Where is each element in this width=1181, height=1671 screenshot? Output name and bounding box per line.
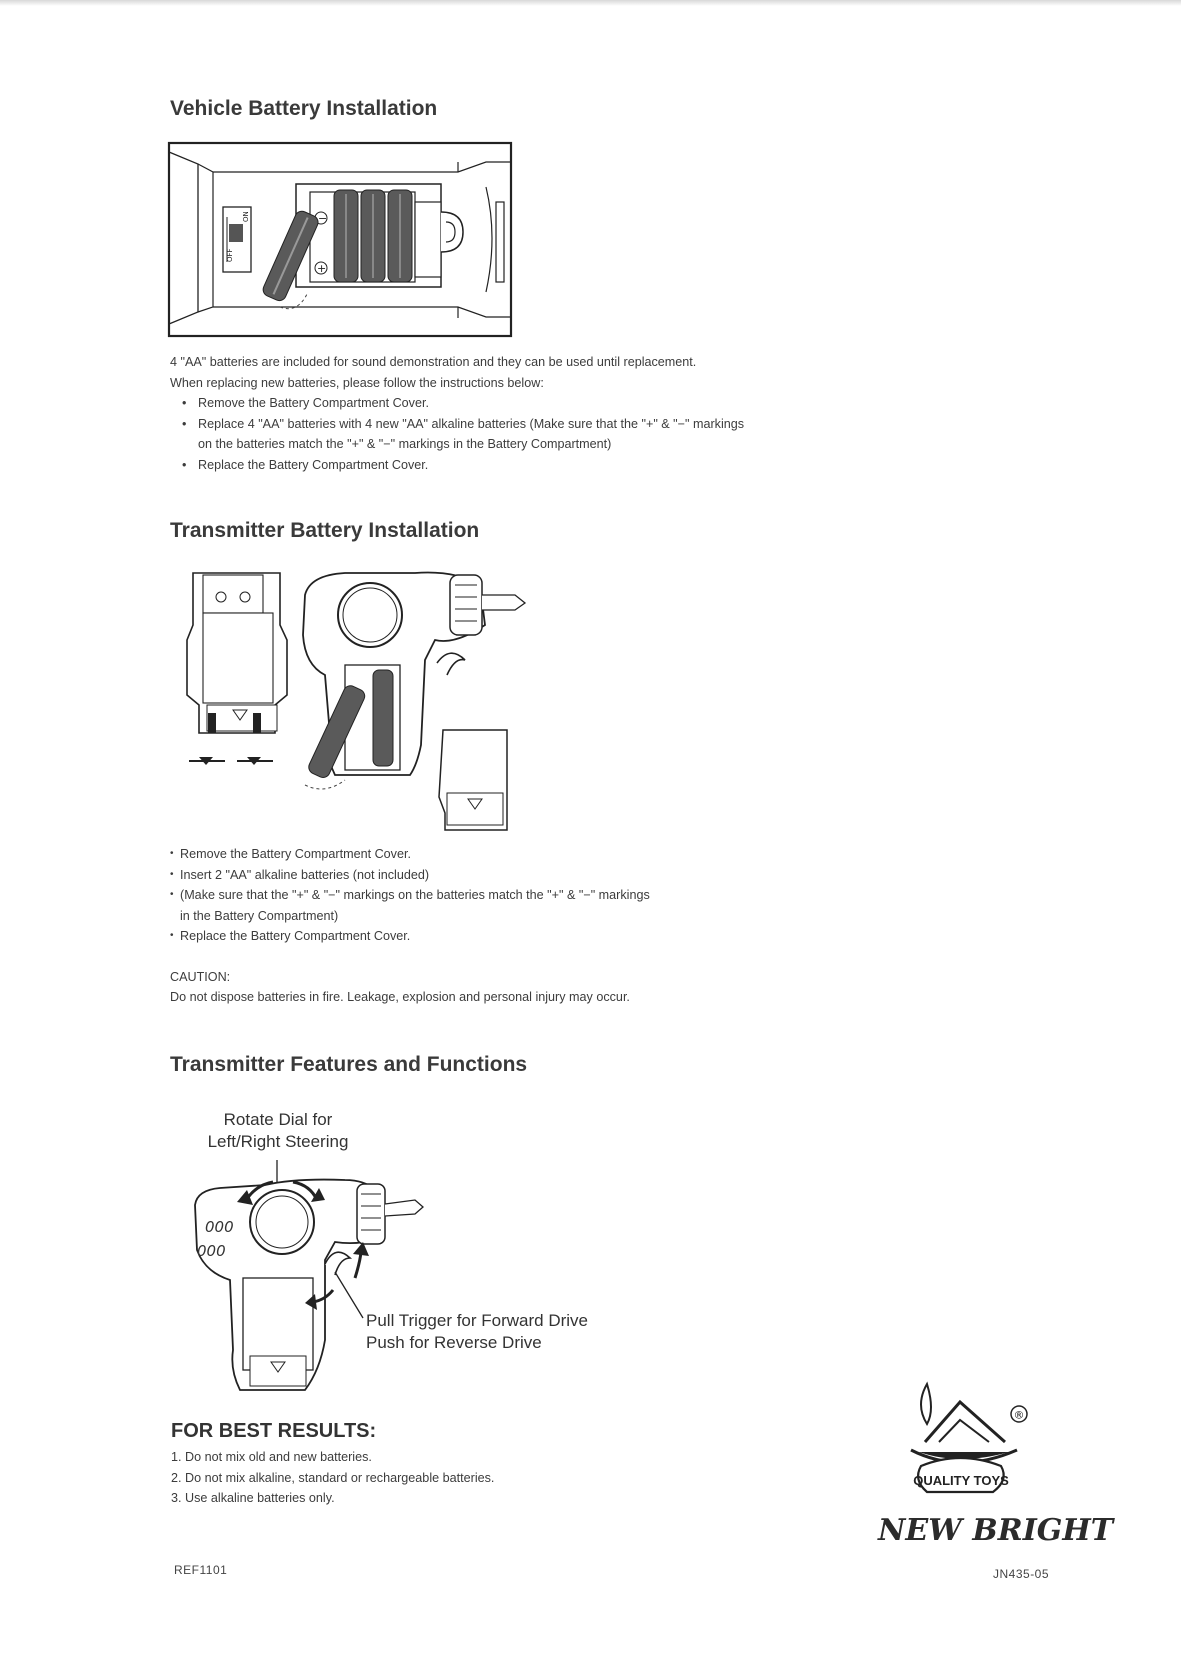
list-item: • Replace 4 "AA" batteries with 4 new "AA" alkaline batteries (Make sure that the "+" & "−" markings on the batteries match the "+" & "−" markings in the Battery Compartment) xyxy=(170,414,744,455)
list-item: • Insert 2 "AA" alkaline batteries (not included) xyxy=(170,865,650,886)
power-switch-icon xyxy=(223,207,251,272)
scan-edge xyxy=(0,0,1181,6)
list-item: • (Make sure that the "+" & "−" markings on the batteries match the "+" & "−" markings in the Battery Compartment) xyxy=(170,885,650,926)
trigger-callout xyxy=(366,1310,588,1354)
trigger-forward-arrow-icon xyxy=(355,1252,361,1278)
minus-symbol: − xyxy=(318,212,328,225)
switch-on-label: ON xyxy=(242,211,250,222)
list-item: • Remove the Battery Compartment Cover. xyxy=(170,844,650,865)
transmitter-features-diagram xyxy=(185,1160,455,1400)
model-code: JN435-05 xyxy=(993,1567,1050,1581)
vehicle-battery-diagram xyxy=(168,142,513,338)
best-results-title: FOR BEST RESULTS: xyxy=(171,1420,377,1442)
registered-mark: ® xyxy=(1013,1408,1025,1422)
transmitter-steps-list xyxy=(170,844,650,947)
switch-off-label: OFF xyxy=(226,248,234,262)
list-item: 1. Do not mix old and new batteries. xyxy=(171,1450,372,1464)
vehicle-intro-line-2: When replacing new batteries, please follow the instructions below: xyxy=(170,375,544,390)
caution-text: Do not dispose batteries in fire. Leakage, explosion and personal injury may occur. xyxy=(170,990,630,1004)
battery-cover-icon xyxy=(187,573,287,765)
best-results-list xyxy=(171,1447,494,1509)
transmitter-battery-diagram xyxy=(185,565,565,835)
list-item: • Replace the Battery Compartment Cover. xyxy=(170,926,650,947)
svg-text:000: 000 xyxy=(197,1242,226,1260)
list-item: • Remove the Battery Compartment Cover. xyxy=(170,393,744,414)
trigger-callout-line-2: Push for Reverse Drive xyxy=(366,1333,542,1352)
list-item: 3. Use alkaline batteries only. xyxy=(171,1491,335,1505)
list-item: • Replace the Battery Compartment Cover. xyxy=(170,455,744,476)
brand-name: NEW BRIGHT xyxy=(878,1513,1114,1548)
best-results xyxy=(171,1420,494,1509)
new-bright-logo-icon xyxy=(905,1380,1055,1505)
ref-code: REF1101 xyxy=(174,1563,228,1577)
vehicle-intro-line-1: 4 "AA" batteries are included for sound demonstration and they can be used until replacement. xyxy=(170,355,697,369)
transmitter-icon xyxy=(195,1180,423,1390)
dial-callout xyxy=(178,1109,378,1153)
list-item: 2. Do not mix alkaline, standard or rechargeable batteries. xyxy=(171,1470,495,1485)
svg-text:000: 000 xyxy=(205,1218,234,1236)
features-section-title: Transmitter Features and Functions xyxy=(170,1053,528,1076)
transmitter-instructions xyxy=(170,844,650,1008)
dial-callout-line-1: Rotate Dial for xyxy=(223,1110,333,1129)
logo-badge-text: QUALITY TOYS xyxy=(913,1473,1009,1488)
trigger-callout-line-1: Pull Trigger for Forward Drive xyxy=(366,1311,589,1330)
dial-callout-line-2: Left/Right Steering xyxy=(207,1132,349,1151)
battery-icon xyxy=(334,190,412,282)
vehicle-section-title: Vehicle Battery Installation xyxy=(170,97,438,120)
transmitter-section-title: Transmitter Battery Installation xyxy=(170,519,480,542)
vehicle-instructions xyxy=(170,352,744,475)
plus-symbol: + xyxy=(317,262,327,275)
cover-piece-icon xyxy=(439,730,507,830)
vehicle-steps-list xyxy=(170,393,744,475)
caution-label: CAUTION: xyxy=(170,969,231,984)
